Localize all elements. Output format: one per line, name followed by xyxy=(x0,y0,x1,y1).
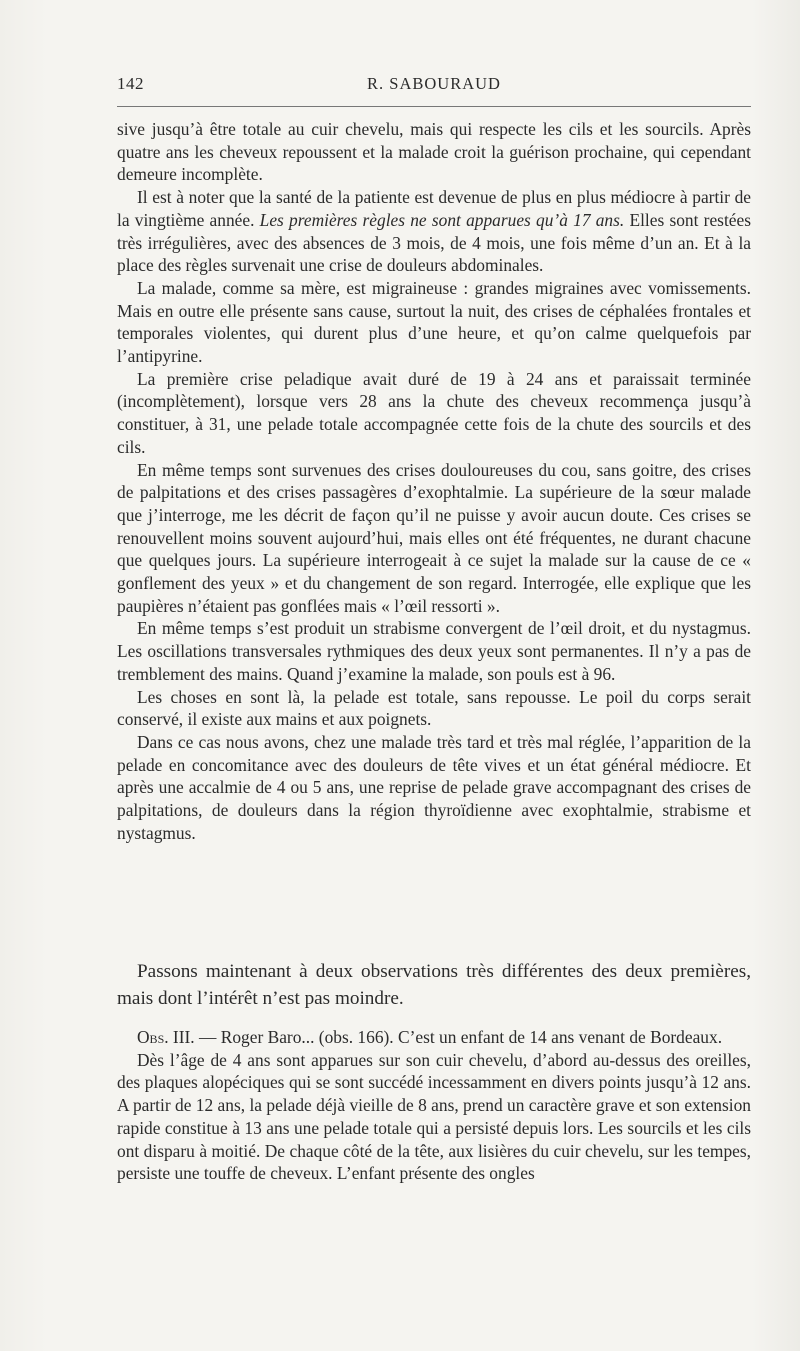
paragraph-7: Les choses en sont là, la pelade est totale, sans repousse. Le poil du corps serait conservé, il existe aux mains et aux poignets. xyxy=(117,686,751,730)
paragraph-6: En même temps s’est produit un strabisme convergent de l’œil droit, et du nystagmus. Les oscillations transversales rythmiques des deux yeux sont permanentes. Il n’y a pas de tremblement des mains. Quand j’examine la malade, son pouls est à 96. xyxy=(117,618,751,684)
observation-label: Obs. III. xyxy=(137,1027,195,1047)
running-head: R. SABOURAUD xyxy=(367,74,501,93)
page-number: 142 xyxy=(117,74,144,93)
paragraph-2-part-b: Elles sont restées très irrégulières, avec des absences de 3 mois, de 4 mois, une fois même d’un an. Et à la place des règles survenait une crise de douleurs abdominales. xyxy=(117,209,751,276)
paragraph-3: La malade, comme sa mère, est migraineuse : grandes migraines avec vomissements. Mais en outre elle présente sans cause, surtout la nuit, des crises de céphalées frontales et temporales violentes, qui durent plus d’une heure, et qu’on calme quelquefois par l’antipyrine. xyxy=(117,277,751,367)
section-interlude xyxy=(117,958,751,1012)
header-rule xyxy=(117,106,751,107)
observation-3 xyxy=(117,1026,751,1185)
observation-intro-text: — Roger Baro... (obs. 166). C’est un enfant de 14 ans venant de Bordeaux. xyxy=(194,1027,723,1047)
paragraph-1: sive jusqu’à être totale au cuir chevelu, mais qui respecte les cils et les sourcils. Après quatre ans les cheveux repoussent et la malade croit la guérison prochaine, qui cependant demeure incomplète. xyxy=(117,119,751,185)
paragraph-2-part-a: Il est à noter que la santé de la patiente est devenue de plus en plus médiocre à partir de la vingtième année. xyxy=(117,187,751,230)
paragraph-5: En même temps sont survenues des crises douloureuses du cou, sans goitre, des crises de palpitations et des crises passagères d’exophtalmie. La supérieure de la sœur malade que j’interroge, me les décrit de façon qu’il ne puisse y avoir aucun doute. Ces crises se renouvellent moins souvent aujourd’hui, mais elles ont été fréquentes, ne durant chacune que quelques jours. La supérieure interrogeait à ce sujet la malade sur la cause de ce « gonflement des yeux » et du changement de son regard. Interrogée, elle explique que les paupières n’étaient pas gonflées mais « l’œil ressorti ». xyxy=(117,459,751,616)
main-text xyxy=(117,118,751,845)
observation-intro xyxy=(117,1026,751,1049)
interlude-text: Passons maintenant à deux observations très différentes des deux premières, mais dont l’intérêt n’est pas moindre. xyxy=(117,961,751,1009)
page-header xyxy=(117,74,751,96)
paragraph-2 xyxy=(117,186,751,277)
paragraph-2-italic: Les premières règles ne sont apparues qu’à 17 ans. xyxy=(259,209,625,230)
paragraph-4: La première crise peladique avait duré de 19 à 24 ans et paraissait terminée (incomplètement), lorsque vers 28 ans la chute des cheveux recommença jusqu’à constituer, à 31, une pelade totale accompagnée cette fois de la chute des sourcils et des cils. xyxy=(117,368,751,457)
observation-paragraph-2: Dès l’âge de 4 ans sont apparues sur son cuir chevelu, d’abord au-dessus des oreilles, des plaques alopéciques qui se sont succédé incessamment en divers points jusqu’à 12 ans. A partir de 12 ans, la pelade déjà vieille de 8 ans, prend un caractère grave et son extension rapide constitue à 13 ans une pelade totale qui a persisté depuis lors. Les sourcils et les cils ont disparu à moitié. De chaque côté de la tête, aux lisières du cuir chevelu, sur les tempes, persiste une touffe de cheveux. L’enfant présente des ongles xyxy=(117,1049,751,1184)
paragraph-8: Dans ce cas nous avons, chez une malade très tard et très mal réglée, l’apparition de la pelade en concomitance avec des douleurs de tête vives et un état général médiocre. Et après une accalmie de 4 ou 5 ans, une reprise de pelade grave accompagnant des crises de palpitations, de douleurs dans la région thyroïdienne avec exophtalmie, strabisme et nystagmus. xyxy=(117,731,751,843)
